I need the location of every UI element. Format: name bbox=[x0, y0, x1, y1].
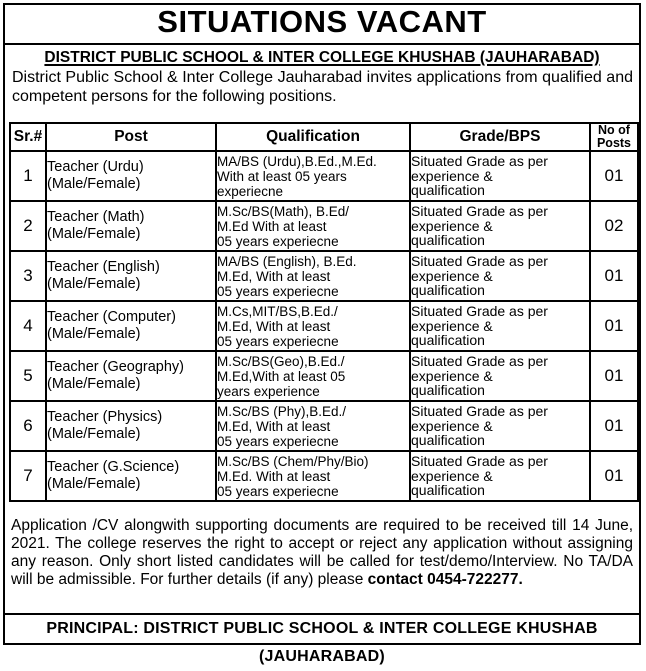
post-gender: (Male/Female) bbox=[47, 376, 141, 392]
table-row bbox=[10, 151, 638, 201]
row-qualification bbox=[216, 451, 410, 501]
post-gender: (Male/Female) bbox=[47, 326, 141, 342]
qualification-line: MA/BS (Urdu),B.Ed.,M.Ed. bbox=[217, 153, 377, 169]
post-title: Teacher (Physics) bbox=[47, 409, 163, 425]
row-post bbox=[46, 301, 216, 351]
qualification-line: experiecne bbox=[217, 183, 284, 199]
row-serial: 6 bbox=[10, 401, 46, 451]
header-no-of-posts-line2: Posts bbox=[596, 136, 632, 150]
row-post bbox=[46, 351, 216, 401]
application-instructions bbox=[11, 517, 633, 589]
row-serial: 5 bbox=[10, 351, 46, 401]
post-gender: (Male/Female) bbox=[47, 426, 141, 442]
header-qualification: Qualification bbox=[216, 123, 410, 151]
header-no-of-posts-line1: No of bbox=[598, 123, 630, 137]
grade-line: Situated Grade as per bbox=[411, 153, 548, 170]
grade-line: Situated Grade as per bbox=[411, 403, 548, 420]
qualification-line: M.Ed, With at least bbox=[217, 268, 331, 284]
grade-line: qualification bbox=[411, 482, 485, 499]
grade-line: Situated Grade as per bbox=[411, 203, 548, 220]
grade-line: Situated Grade as per bbox=[411, 353, 548, 370]
qualification-line: M.Sc/BS(Math), B.Ed/ bbox=[217, 203, 350, 219]
qualification-line: 05 years experiecne bbox=[217, 333, 339, 349]
grade-line: experience & bbox=[411, 317, 493, 334]
qualification-line: M.Ed,With at least 05 bbox=[217, 368, 346, 384]
header-post: Post bbox=[46, 123, 216, 151]
qualification-line: M.Ed, With at least bbox=[217, 318, 331, 334]
job-advertisement bbox=[3, 3, 641, 665]
post-title: Teacher (Geography) bbox=[47, 359, 185, 375]
grade-line: experience & bbox=[411, 167, 493, 184]
qualification-line: MA/BS (English), B.Ed. bbox=[217, 253, 357, 269]
row-no-of-posts: 01 bbox=[590, 351, 638, 401]
qualification-line: 05 years experiecne bbox=[217, 233, 339, 249]
table-row bbox=[10, 301, 638, 351]
post-title: Teacher (G.Science) bbox=[47, 459, 180, 475]
row-serial: 3 bbox=[10, 251, 46, 301]
post-gender: (Male/Female) bbox=[47, 176, 141, 192]
row-no-of-posts: 01 bbox=[590, 251, 638, 301]
row-serial: 1 bbox=[10, 151, 46, 201]
qualification-line: M.Sc/BS(Geo),B.Ed./ bbox=[217, 353, 345, 369]
qualification-line: M.Ed. With at least bbox=[217, 468, 331, 484]
header-sr: Sr.# bbox=[10, 123, 46, 151]
grade-line: experience & bbox=[411, 267, 493, 284]
header-no-of-posts bbox=[590, 123, 638, 151]
row-grade bbox=[410, 251, 590, 301]
row-qualification bbox=[216, 201, 410, 251]
row-qualification bbox=[216, 251, 410, 301]
row-qualification bbox=[216, 401, 410, 451]
grade-line: qualification bbox=[411, 332, 485, 349]
qualification-line: years experience bbox=[217, 383, 320, 399]
post-title: Teacher (Urdu) bbox=[47, 159, 144, 175]
row-no-of-posts: 01 bbox=[590, 451, 638, 501]
row-grade bbox=[410, 301, 590, 351]
college-heading: DISTRICT PUBLIC SCHOOL & INTER COLLEGE KHUSHAB (JAUHARABAD) bbox=[44, 49, 600, 66]
table-header-row bbox=[10, 123, 638, 151]
post-gender: (Male/Female) bbox=[47, 476, 141, 492]
row-grade bbox=[410, 351, 590, 401]
post-title: Teacher (Computer) bbox=[47, 309, 176, 325]
header-grade: Grade/BPS bbox=[410, 123, 590, 151]
principal-signature-line: PRINCIPAL: DISTRICT PUBLIC SCHOOL & INTER COLLEGE KHUSHAB (JAUHARABAD) bbox=[5, 613, 639, 643]
qualification-line: M.Sc/BS (Phy),B.Ed./ bbox=[217, 403, 347, 419]
row-post bbox=[46, 151, 216, 201]
row-grade bbox=[410, 151, 590, 201]
intro-paragraph: District Public School & Inter College Jauharabad invites applications from qualified and competent persons for the following positions. bbox=[12, 69, 633, 105]
row-serial: 2 bbox=[10, 201, 46, 251]
qualification-line: 05 years experiecne bbox=[217, 433, 339, 449]
qualification-line: M.Sc/BS (Chem/Phy/Bio) bbox=[217, 453, 369, 469]
contact-number: contact 0454-722277. bbox=[367, 571, 523, 588]
grade-line: Situated Grade as per bbox=[411, 253, 548, 270]
post-title: Teacher (English) bbox=[47, 259, 160, 275]
row-serial: 7 bbox=[10, 451, 46, 501]
post-gender: (Male/Female) bbox=[47, 226, 141, 242]
table-row bbox=[10, 251, 638, 301]
grade-line: qualification bbox=[411, 432, 485, 449]
grade-line: qualification bbox=[411, 382, 485, 399]
grade-line: experience & bbox=[411, 467, 493, 484]
row-grade bbox=[410, 401, 590, 451]
table-row bbox=[10, 201, 638, 251]
row-no-of-posts: 02 bbox=[590, 201, 638, 251]
row-no-of-posts: 01 bbox=[590, 151, 638, 201]
row-post bbox=[46, 401, 216, 451]
instructions-text: Application /CV alongwith supporting documents are required to be received till 14 June, 2021. The college reserves the right to accept or reject any application without assigning any reason. Only short listed candidates will be called for test/demo/Interview. No TA/DA will be admissible. For further details (if any) please bbox=[11, 517, 633, 588]
qualification-line: 05 years experiecne bbox=[217, 483, 339, 499]
grade-line: experience & bbox=[411, 217, 493, 234]
row-serial: 4 bbox=[10, 301, 46, 351]
grade-line: Situated Grade as per bbox=[411, 303, 548, 320]
qualification-line: M.Ed, With at least bbox=[217, 418, 331, 434]
grade-line: qualification bbox=[411, 282, 485, 299]
row-qualification bbox=[216, 301, 410, 351]
row-grade bbox=[410, 451, 590, 501]
qualification-line: M.Ed With at least bbox=[217, 218, 327, 234]
positions-table bbox=[9, 122, 639, 502]
row-post bbox=[46, 451, 216, 501]
row-grade bbox=[410, 201, 590, 251]
qualification-line: 05 years experiecne bbox=[217, 283, 339, 299]
grade-line: experience & bbox=[411, 417, 493, 434]
grade-line: qualification bbox=[411, 232, 485, 249]
grade-line: Situated Grade as per bbox=[411, 453, 548, 470]
table-row bbox=[10, 401, 638, 451]
row-no-of-posts: 01 bbox=[590, 301, 638, 351]
table-row bbox=[10, 351, 638, 401]
row-qualification bbox=[216, 151, 410, 201]
table-row bbox=[10, 451, 638, 501]
qualification-line: With at least 05 years bbox=[217, 168, 347, 184]
post-title: Teacher (Math) bbox=[47, 209, 145, 225]
grade-line: experience & bbox=[411, 367, 493, 384]
post-gender: (Male/Female) bbox=[47, 276, 141, 292]
row-post bbox=[46, 201, 216, 251]
grade-line: qualification bbox=[411, 182, 485, 199]
qualification-line: M.Cs,MIT/BS,B.Ed./ bbox=[217, 303, 338, 319]
row-post bbox=[46, 251, 216, 301]
row-qualification bbox=[216, 351, 410, 401]
page-title: SITUATIONS VACANT bbox=[5, 5, 639, 45]
row-no-of-posts: 01 bbox=[590, 401, 638, 451]
